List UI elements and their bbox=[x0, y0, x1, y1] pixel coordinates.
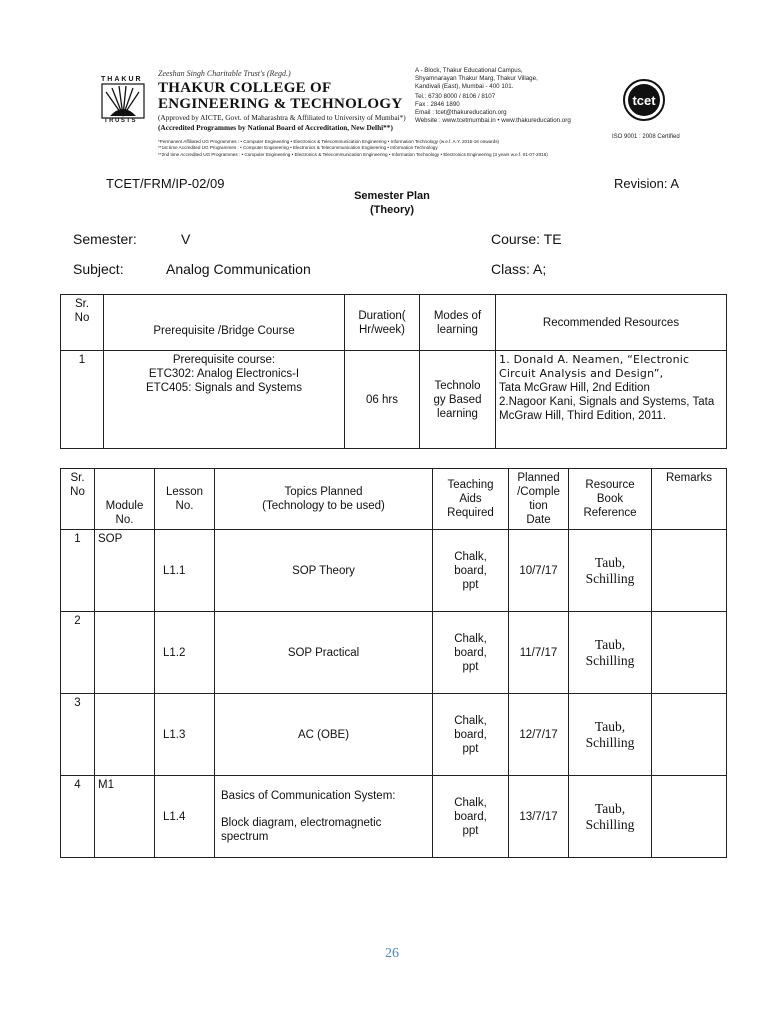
semester-label: Semester: bbox=[73, 231, 137, 247]
row-sr: 2 bbox=[61, 612, 95, 694]
college-name-line2: ENGINEERING & TECHNOLOGY bbox=[158, 96, 403, 112]
header-teaching-aids: Teaching Aids Required bbox=[433, 469, 509, 530]
note-line: *Permanent Affiliated UG Programmes : • Computer Engineering • Electronics & Telecommunication Engineering • Information Technology (w.e.f. A.Y. 2015-16 onwards) bbox=[158, 139, 500, 144]
row-topic bbox=[215, 776, 433, 858]
prereq-modes: Technolo gy Based learning bbox=[420, 351, 496, 449]
row-lesson: L1.3 bbox=[155, 694, 215, 776]
prerequisite-row bbox=[61, 351, 727, 449]
row-module bbox=[95, 694, 155, 776]
course-label: Course: TE bbox=[491, 231, 562, 247]
row-date: 10/7/17 bbox=[509, 530, 569, 612]
topic-title: Basics of Communication System: bbox=[221, 790, 396, 802]
table-row bbox=[61, 612, 727, 694]
row-reference: Taub, Schilling bbox=[569, 776, 652, 858]
address-line: A - Block, Thakur Educational Campus, bbox=[415, 67, 523, 74]
row-teaching-aids: Chalk, board, ppt bbox=[433, 694, 509, 776]
prereq-sr: 1 bbox=[61, 351, 104, 449]
header-modes: Modes of learning bbox=[420, 295, 496, 351]
approval-line: (Approved by AICTE, Govt. of Maharashtra & Affiliated to University of Mumbai*) bbox=[158, 113, 406, 122]
row-lesson: L1.1 bbox=[155, 530, 215, 612]
resource-2: Tata McGraw Hill, 2nd Edition 2.Nagoor Kani, Signals and Systems, Tata McGraw Hill, Third Edition, 2011. bbox=[499, 382, 715, 422]
row-date: 13/7/17 bbox=[509, 776, 569, 858]
address-line: Fax : 2846 1890 bbox=[415, 101, 460, 108]
revision: Revision: A bbox=[614, 176, 680, 191]
form-number: TCET/FRM/IP-02/09 bbox=[106, 176, 225, 191]
header-resources: Recommended Resources bbox=[496, 295, 727, 351]
trust-tagline: Zeeshan Singh Charitable Trust's (Regd.) bbox=[158, 69, 291, 78]
page-subtitle: (Theory) bbox=[370, 204, 414, 216]
prerequisite-table bbox=[60, 294, 727, 449]
page-title: Semester Plan bbox=[354, 190, 430, 202]
row-topic: SOP Practical bbox=[215, 612, 433, 694]
table-row bbox=[61, 694, 727, 776]
note-line: **2nd time Accredited UG Programmes : • Computer Engineering • Electronics & Telecommunication Engineering • Information Technology • Electronics Engineering (3 years w.e.f. 01-07-2016) bbox=[158, 151, 548, 157]
accreditation-notes bbox=[158, 139, 628, 158]
header-prereq-course: Prerequisite /Bridge Course bbox=[104, 295, 345, 351]
header-resource-book: Resource Book Reference bbox=[569, 469, 652, 530]
row-teaching-aids: Chalk, board, ppt bbox=[433, 612, 509, 694]
trust-name-bottom: TRUSTS bbox=[104, 118, 137, 124]
row-reference: Taub, Schilling bbox=[569, 694, 652, 776]
subject-value: Analog Communication bbox=[166, 261, 311, 277]
row-topic: SOP Theory bbox=[215, 530, 433, 612]
row-date: 12/7/17 bbox=[509, 694, 569, 776]
row-remarks bbox=[652, 694, 727, 776]
topic-detail: Block diagram, electromagnetic spectrum bbox=[221, 817, 382, 843]
trust-name-top: THAKUR bbox=[101, 76, 143, 83]
prereq-course: Prerequisite course: ETC302: Analog Electronics-I ETC405: Signals and Systems bbox=[104, 351, 345, 449]
tcet-logo-text: tcet bbox=[632, 93, 656, 108]
college-address bbox=[415, 67, 615, 125]
plan-header-row bbox=[61, 469, 727, 530]
header-sr: Sr. No bbox=[61, 469, 95, 530]
row-remarks bbox=[652, 530, 727, 612]
address-line: Kandivali (East), Mumbai - 400 101. bbox=[415, 83, 514, 90]
row-sr: 1 bbox=[61, 530, 95, 612]
header-duration: Duration( Hr/week) bbox=[345, 295, 420, 351]
header-planned-date: Planned /Comple tion Date bbox=[509, 469, 569, 530]
semester-value: V bbox=[181, 231, 191, 247]
iso-certification: ISO 9001 : 2008 Certified bbox=[612, 134, 680, 140]
row-teaching-aids: Chalk, board, ppt bbox=[433, 530, 509, 612]
row-lesson: L1.4 bbox=[155, 776, 215, 858]
page-number: 26 bbox=[385, 946, 399, 961]
note-line: **1st time Accredited UG Programmes : • Computer Engineering • Electronics & Telecommunication Engineering • Information Technology bbox=[158, 145, 438, 151]
row-teaching-aids: Chalk, board, ppt bbox=[433, 776, 509, 858]
header-sr: Sr. No bbox=[61, 295, 104, 351]
header-module: Module No. bbox=[95, 469, 155, 530]
row-topic: AC (OBE) bbox=[215, 694, 433, 776]
subject-label: Subject: bbox=[73, 261, 124, 277]
row-reference: Taub, Schilling bbox=[569, 612, 652, 694]
college-name-line1: THAKUR COLLEGE OF bbox=[158, 80, 332, 96]
row-lesson: L1.2 bbox=[155, 612, 215, 694]
row-remarks bbox=[652, 776, 727, 858]
header-remarks: Remarks bbox=[652, 469, 727, 530]
tcet-logo bbox=[622, 78, 666, 122]
resource-1: 1. Donald A. Neamen, “Electronic Circuit Analysis and Design”, bbox=[499, 353, 690, 380]
table-row bbox=[61, 776, 727, 858]
accreditation-line: (Accredited Programmes by National Board of Accreditation, New Delhi**) bbox=[158, 123, 393, 132]
row-module: SOP bbox=[95, 530, 155, 612]
header-topics: Topics Planned (Technology to be used) bbox=[215, 469, 433, 530]
row-reference: Taub, Schilling bbox=[569, 530, 652, 612]
prereq-duration: 06 hrs bbox=[345, 351, 420, 449]
prerequisite-header-row bbox=[61, 295, 727, 351]
address-line: Tel.: 6730 8000 / 8106 / 8107 bbox=[415, 93, 496, 100]
address-line: Email : tcet@thakureducation.org bbox=[415, 109, 507, 116]
row-module: M1 bbox=[95, 776, 155, 858]
table-row bbox=[61, 530, 727, 612]
address-line: Website : www.tcetmumbai.in • www.thakureducation.org bbox=[415, 117, 571, 124]
address-line: Shyamnarayan Thakur Marg, Thakur Village, bbox=[415, 75, 538, 82]
row-date: 11/7/17 bbox=[509, 612, 569, 694]
row-sr: 4 bbox=[61, 776, 95, 858]
row-module bbox=[95, 612, 155, 694]
row-sr: 3 bbox=[61, 694, 95, 776]
header-lesson: Lesson No. bbox=[155, 469, 215, 530]
class-label: Class: A; bbox=[491, 261, 547, 277]
semester-plan-table bbox=[60, 468, 727, 858]
prereq-resources bbox=[496, 351, 727, 449]
row-remarks bbox=[652, 612, 727, 694]
